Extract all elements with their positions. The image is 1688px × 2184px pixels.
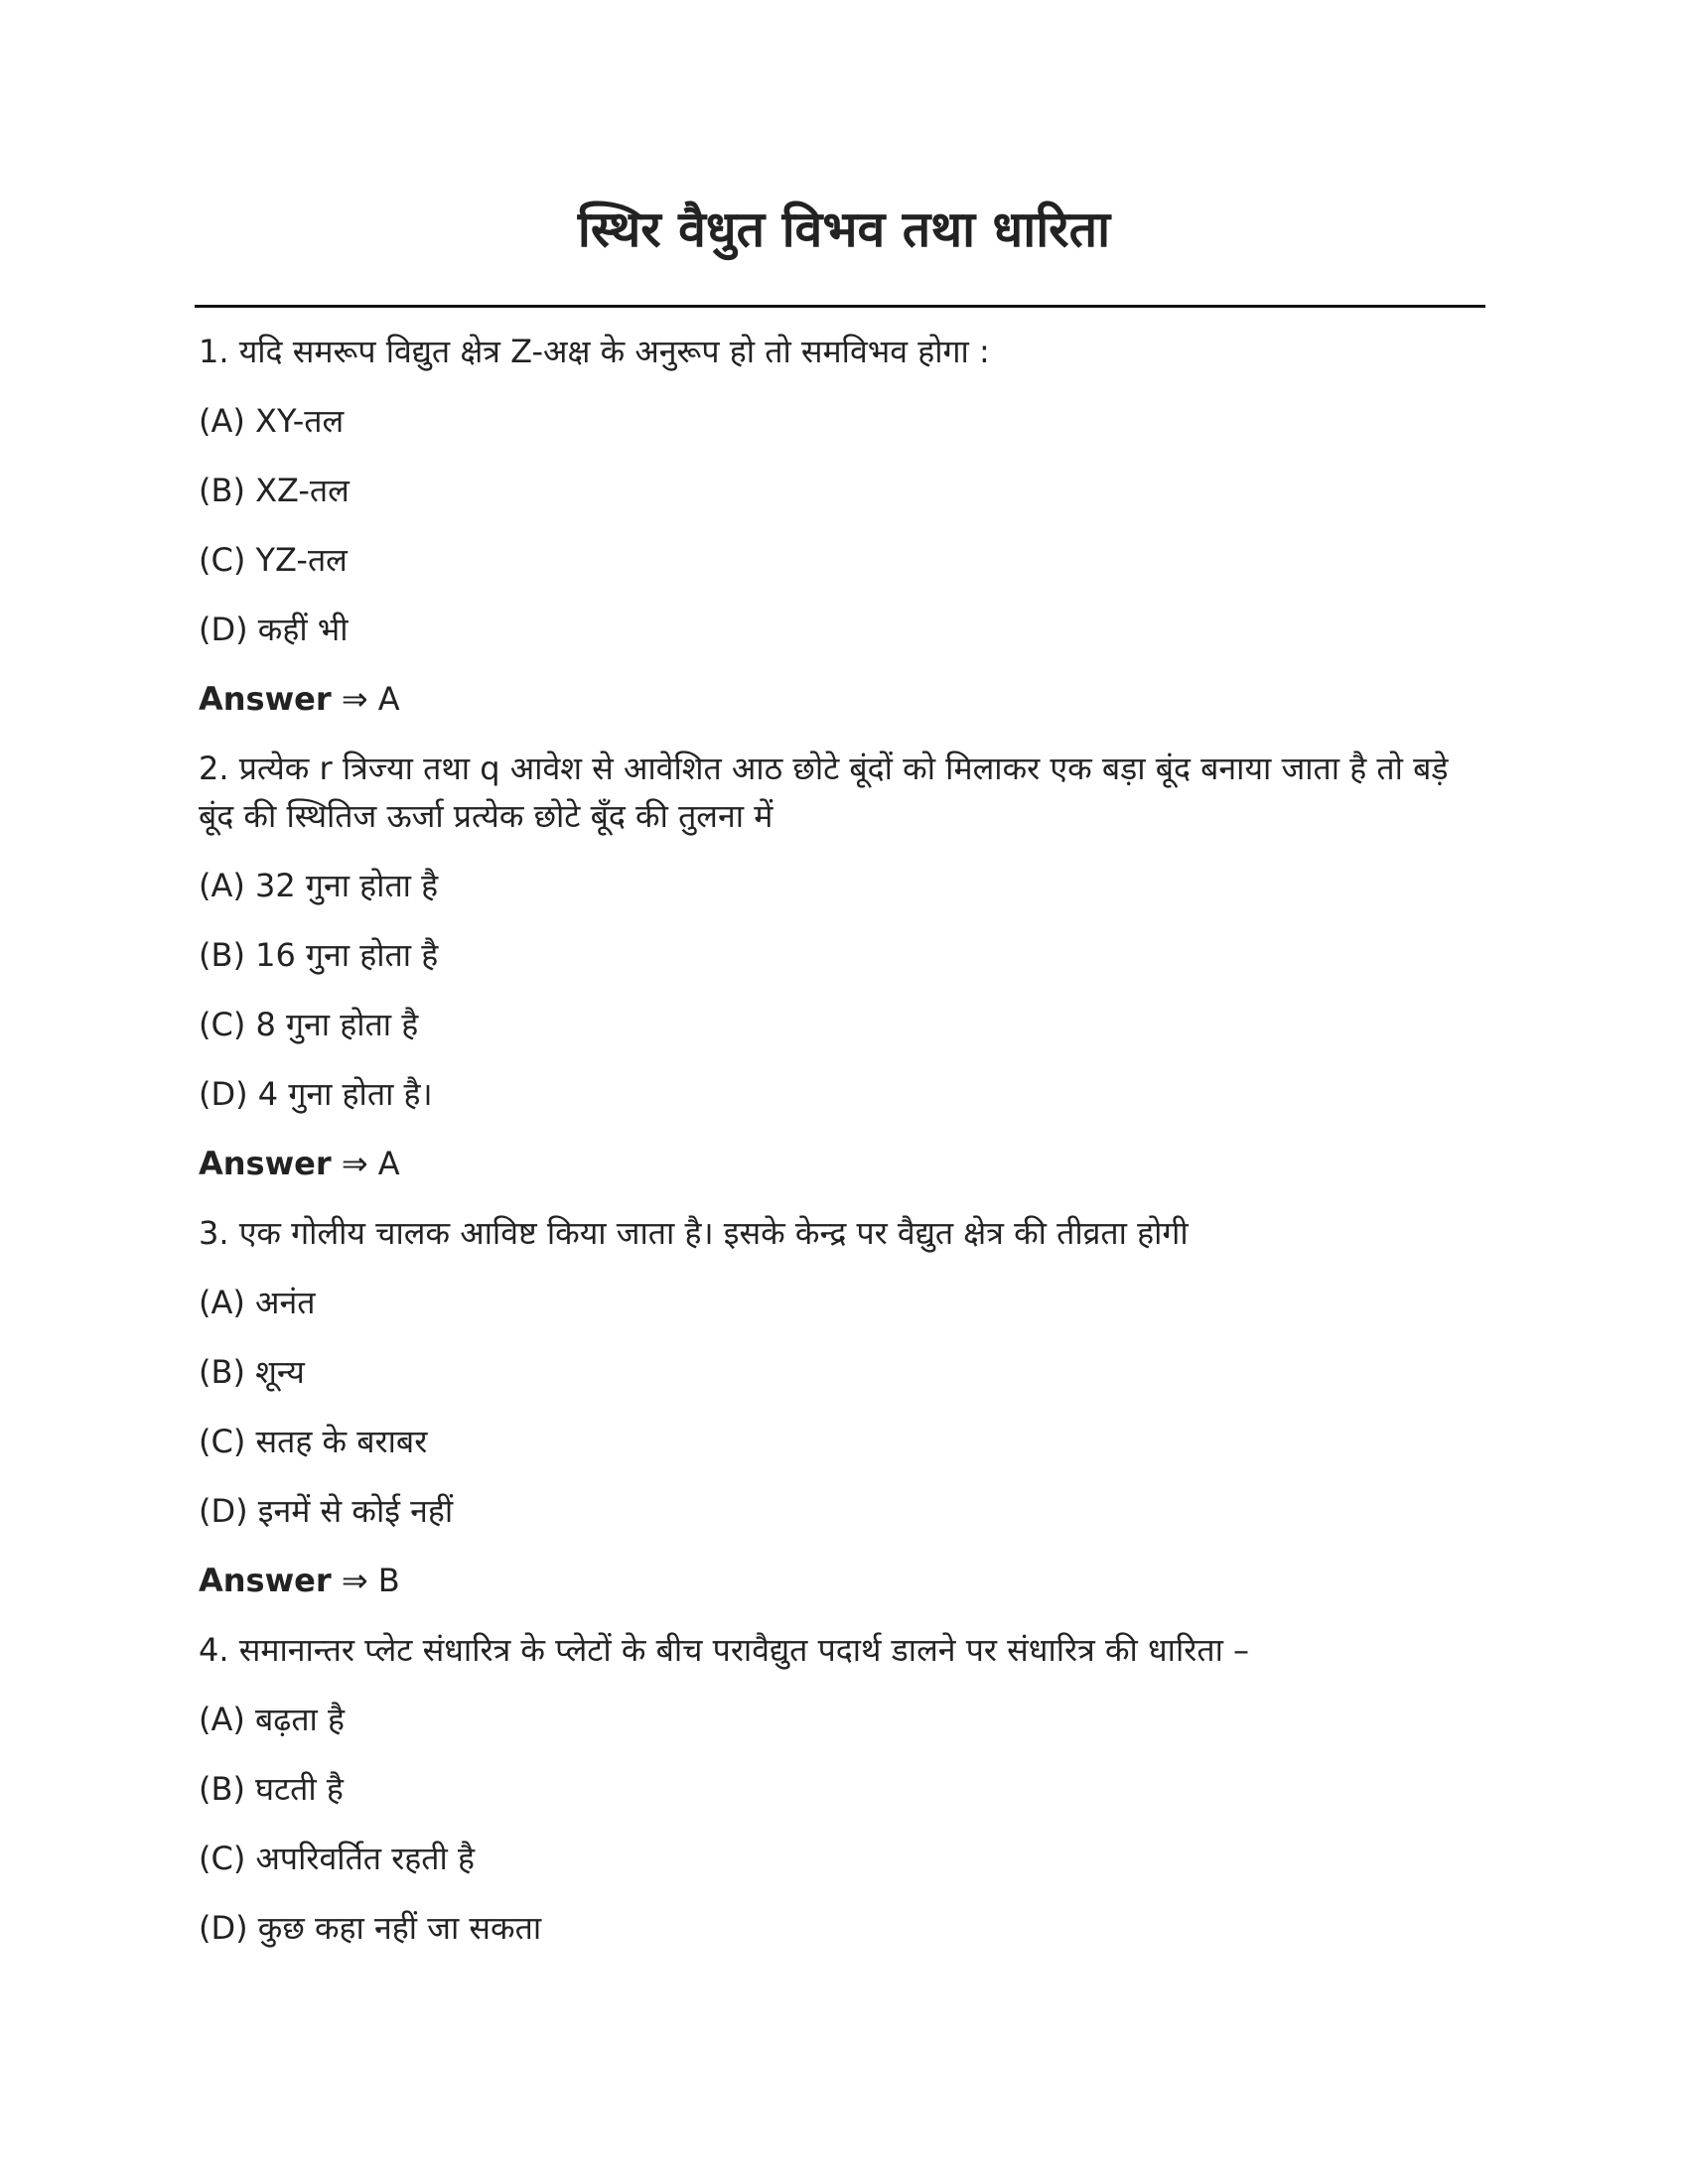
answer-label: Answer [199, 1562, 332, 1599]
question-4 [199, 1626, 1479, 1952]
option-d: (D) कहीं भी [199, 611, 349, 648]
option-a: (A) बढ़ता है [199, 1701, 346, 1738]
answer-value: ⇒ A [341, 680, 400, 718]
option-c: (C) अपरिवर्तित रहती है [199, 1840, 475, 1877]
question-list [199, 328, 1479, 1974]
answer-line [199, 1557, 1479, 1604]
question-1 [199, 328, 1479, 723]
title-divider [195, 305, 1485, 308]
option-b: (B) शून्य [199, 1353, 305, 1391]
option-c: (C) सतह के बराबर [199, 1423, 428, 1460]
option-c: (C) 8 गुना होता है [199, 1006, 419, 1043]
question-3 [199, 1209, 1479, 1604]
option-a: (A) 32 गुना होता है [199, 867, 439, 904]
option-b: (B) घटती है [199, 1770, 344, 1808]
option-d: (D) 4 गुना होता है। [199, 1075, 433, 1113]
option-a: (A) XY-तल [199, 402, 345, 440]
question-text: 3. एक गोलीय चालक आविष्ट किया जाता है। इसके केन्द्र पर वैद्युत क्षेत्र की तीव्रता होगी [199, 1214, 1189, 1252]
answer-label: Answer [199, 1145, 332, 1182]
option-b: (B) 16 गुना होता है [199, 936, 439, 974]
answer-line [199, 675, 1479, 723]
option-a: (A) अनंत [199, 1284, 316, 1321]
page-title: स्थिर वैधुत विभव तथा धारिता [577, 201, 1111, 258]
question-text: 2. प्रत्येक r त्रिज्या तथा q आवेश से आवेशित आठ छोटे बूंदों को मिलाकर एक बड़ा बूंद बनाया जाता है तो बड़े बूंद की स्थितिज ऊर्जा प्रत्येक छोटे बूँद की तुलना में [199, 750, 1449, 835]
answer-value: ⇒ A [341, 1145, 400, 1182]
option-d: (D) इनमें से कोई नहीं [199, 1492, 454, 1530]
question-text: 1. यदि समरूप विद्युत क्षेत्र Z-अक्ष के अनुरूप हो तो समविभव होगा : [199, 333, 990, 370]
question-2 [199, 745, 1479, 1187]
question-text: 4. समानान्तर प्लेट संधारित्र के प्लेटों के बीच परावैद्युत पदार्थ डालने पर संधारित्र की धारिता – [199, 1631, 1250, 1669]
answer-value: ⇒ B [341, 1562, 400, 1599]
answer-line [199, 1140, 1479, 1187]
option-b: (B) XZ-तल [199, 472, 350, 509]
option-c: (C) YZ-तल [199, 541, 348, 579]
answer-label: Answer [199, 680, 332, 718]
option-d: (D) कुछ कहा नहीं जा सकता [199, 1909, 542, 1947]
